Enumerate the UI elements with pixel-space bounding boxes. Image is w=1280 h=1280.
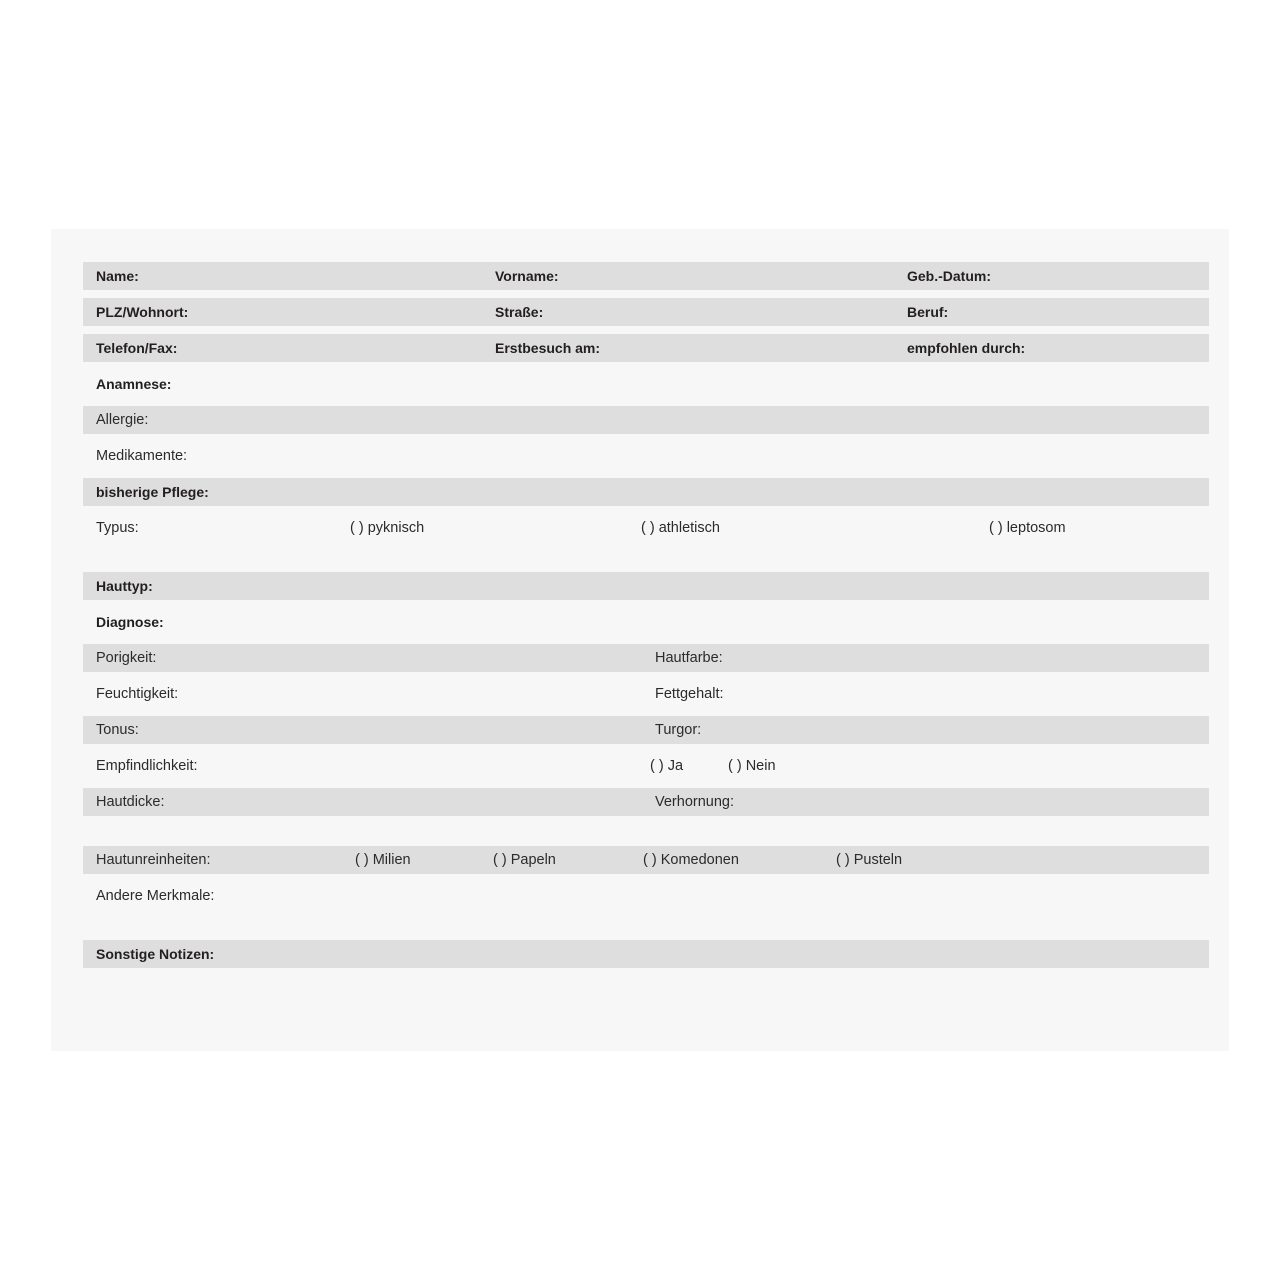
label-diagnose: Diagnose: — [96, 614, 164, 630]
label-name: Name: — [96, 268, 139, 284]
label-erstbesuch: Erstbesuch am: — [495, 340, 601, 356]
row-andere-merkmale — [83, 882, 1209, 910]
option-ja[interactable]: ( ) Ja — [650, 758, 684, 774]
label-strasse: Straße: — [495, 304, 544, 320]
label-anamnese: Anamnese: — [96, 376, 172, 392]
label-feuchtigkeit: Feuchtigkeit: — [96, 686, 179, 702]
row-allergie — [83, 406, 1209, 434]
patient-record-form — [83, 262, 1209, 976]
label-vorname: Vorname: — [495, 268, 559, 284]
option-milien[interactable]: ( ) Milien — [355, 852, 411, 868]
row-hautdicke-verhornung — [83, 788, 1209, 816]
label-empfohlen-durch: empfohlen durch: — [907, 340, 1026, 356]
option-papeln[interactable]: ( ) Papeln — [493, 852, 556, 868]
spacer-1 — [83, 550, 1209, 572]
option-pyknisch[interactable]: ( ) pyknisch — [350, 520, 425, 536]
label-hautdicke: Hautdicke: — [96, 794, 165, 810]
label-beruf: Beruf: — [907, 304, 949, 320]
label-andere-merkmale: Andere Merkmale: — [96, 888, 215, 904]
row-sonstige-notizen — [83, 940, 1209, 968]
label-fettgehalt: Fettgehalt: — [655, 686, 724, 702]
label-allergie: Allergie: — [96, 412, 149, 428]
label-medikamente: Medikamente: — [96, 448, 188, 464]
row-bisherige-pflege — [83, 478, 1209, 506]
row-name — [83, 262, 1209, 290]
row-telefon-fax — [83, 334, 1209, 362]
spacer-3 — [83, 918, 1209, 940]
row-hautunreinheiten — [83, 846, 1209, 874]
option-pusteln[interactable]: ( ) Pusteln — [836, 852, 903, 868]
label-typus: Typus: — [96, 520, 139, 536]
row-diagnose — [83, 608, 1209, 636]
label-geburtsdatum: Geb.-Datum: — [907, 268, 991, 284]
form-sheet — [51, 229, 1229, 1051]
label-hautunreinheiten: Hautunreinheiten: — [96, 852, 211, 868]
row-empfindlichkeit — [83, 752, 1209, 780]
label-empfindlichkeit: Empfindlichkeit: — [96, 758, 198, 774]
label-tonus: Tonus: — [96, 722, 139, 738]
label-hautfarbe: Hautfarbe: — [655, 650, 723, 666]
row-hauttyp — [83, 572, 1209, 600]
label-verhornung: Verhornung: — [655, 794, 735, 810]
row-typus — [83, 514, 1209, 542]
label-plz-wohnort: PLZ/Wohnort: — [96, 304, 189, 320]
label-turgor: Turgor: — [655, 722, 702, 738]
option-komedonen[interactable]: ( ) Komedonen — [643, 852, 739, 868]
row-porigkeit-hautfarbe — [83, 644, 1209, 672]
spacer-2 — [83, 824, 1209, 846]
label-sonstige-notizen: Sonstige Notizen: — [96, 946, 215, 962]
label-bisherige-pflege: bisherige Pflege: — [96, 484, 209, 500]
label-telefon-fax: Telefon/Fax: — [96, 340, 178, 356]
option-athletisch[interactable]: ( ) athletisch — [641, 520, 720, 536]
row-anamnese — [83, 370, 1209, 398]
row-tonus-turgor — [83, 716, 1209, 744]
option-nein[interactable]: ( ) Nein — [728, 758, 776, 774]
row-plz-wohnort — [83, 298, 1209, 326]
row-medikamente — [83, 442, 1209, 470]
label-porigkeit: Porigkeit: — [96, 650, 157, 666]
label-hauttyp: Hauttyp: — [96, 578, 153, 594]
option-leptosom[interactable]: ( ) leptosom — [989, 520, 1066, 536]
row-feuchtigkeit-fettgehalt — [83, 680, 1209, 708]
